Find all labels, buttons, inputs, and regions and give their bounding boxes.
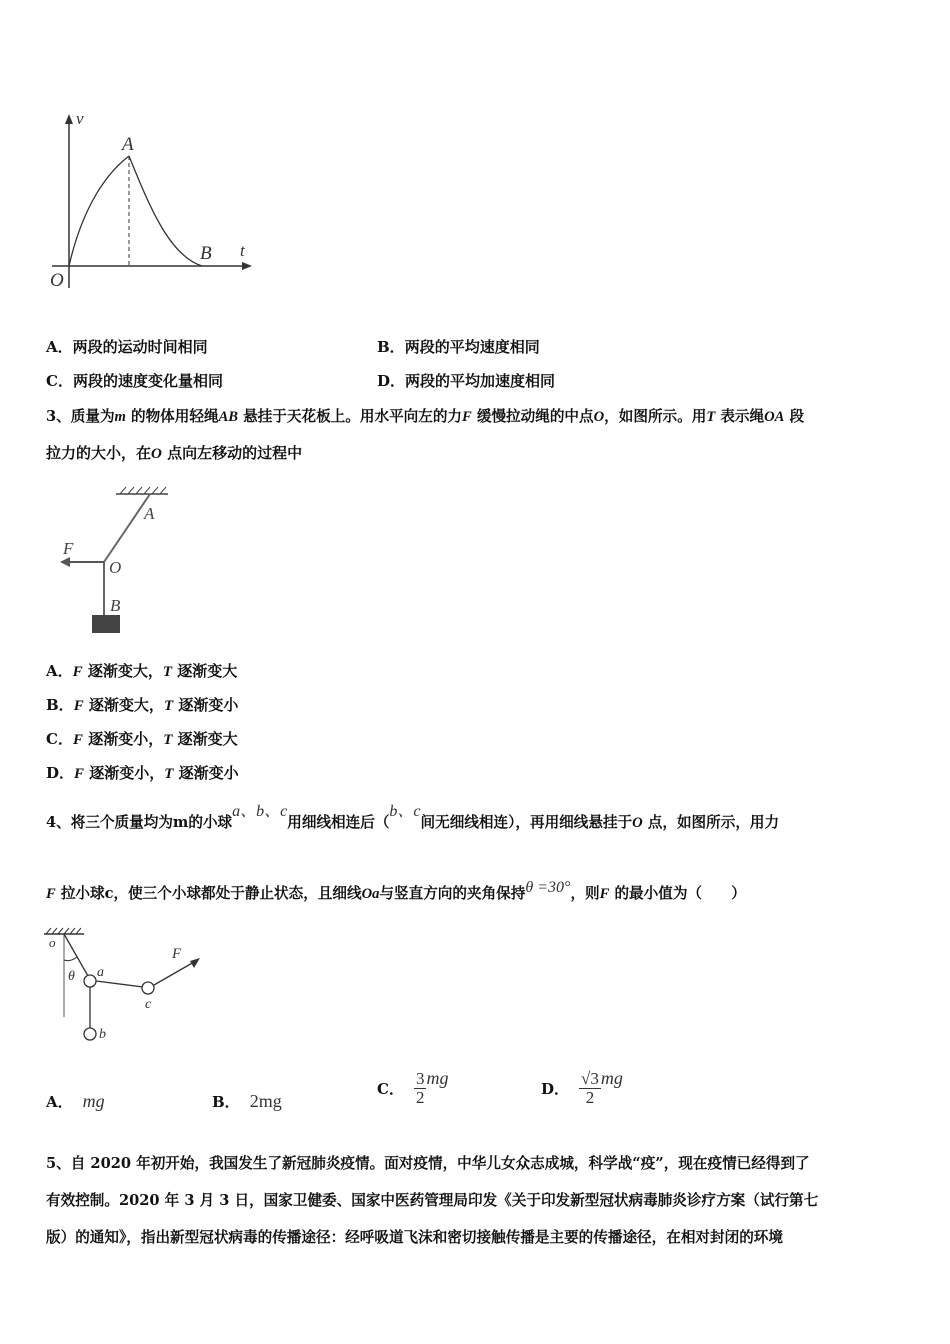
fig-label-f: F	[63, 539, 74, 558]
q3-option-c[interactable]: C．F 逐渐变小，T 逐渐变大	[46, 730, 238, 748]
q5-line2: 有效控制。2020 年 3 月 3 日，国家卫健委、国家中医药管理局印发《关于印发新型冠状病毒肺炎诊疗方案（试行第七	[46, 1192, 819, 1209]
q3-option-b[interactable]: B．F 逐渐变大，T 逐渐变小	[46, 696, 239, 714]
option-letter: B．	[377, 338, 405, 356]
option-letter: C．	[46, 372, 73, 390]
q5-line1: 5、自 2020 年初开始，我国发生了新冠肺炎疫情。面对疫情，中华儿女众志成城，科学战“疫”，现在疫情已经得到了	[46, 1155, 810, 1172]
fig-label-f: F	[172, 946, 182, 962]
origin-label: O	[50, 270, 64, 291]
q4-stem-line2: F 拉小球c，使三个小球都处于静止状态，且细线Oa与竖直方向的夹角保持θ =30°，则F 的最小值为（ ）	[46, 879, 746, 902]
rope-force-figure	[50, 482, 190, 642]
velocity-time-graph	[40, 108, 260, 298]
q3-option-a[interactable]: A．F 逐渐变大，T 逐渐变大	[46, 662, 238, 680]
q3-stem-line2: 拉力的大小，在O 点向左移动的过程中	[46, 444, 303, 462]
fig-label-a: a	[97, 965, 104, 980]
q3-stem-line1: 3、质量为m 的物体用轻绳AB 悬挂于天花板上。用水平向左的力F 缓慢拉动绳的中点O，如图所示。用T 表示绳OA 段	[46, 408, 805, 425]
q4-option-a[interactable]: A． mg	[46, 1091, 105, 1111]
point-a-label: A	[122, 134, 134, 155]
q2-option-b[interactable]	[377, 336, 540, 357]
q2-option-d[interactable]	[377, 370, 555, 391]
fig-label-b: b	[99, 1027, 106, 1042]
fig-label-a: A	[144, 504, 155, 523]
fig-label-o: o	[49, 935, 56, 950]
q4-option-d[interactable]: D． $\frac{√3}{2}$ mg	[541, 1068, 623, 1107]
q3-option-d[interactable]: D．F 逐渐变小，T 逐渐变小	[46, 764, 239, 782]
fig-label-b: B	[110, 596, 121, 615]
option-text: 两段的平均加速度相同	[405, 372, 556, 390]
v-axis-label: v	[76, 109, 84, 128]
option-letter: A．	[46, 338, 73, 356]
fig-label-theta: θ	[68, 969, 75, 984]
option-text: 两段的平均速度相同	[404, 338, 540, 356]
q4-stem-line1: 4、将三个质量均为m的小球a、b、c用细线相连后（b、c间无细线相连），再用细线悬挂于O 点，如图所示，用力	[46, 803, 780, 831]
q5-line3: 版）的通知》，指出新型冠状病毒的传播途径：经呼吸道飞沫和密切接触传播是主要的传播途径，在相对封闭的环境	[46, 1229, 783, 1246]
option-text: 两段的速度变化量相同	[72, 372, 223, 390]
q4-option-b[interactable]: B． 2mg	[212, 1091, 282, 1111]
three-balls-figure	[42, 924, 212, 1049]
q2-option-c[interactable]	[46, 370, 223, 391]
t-axis-label: t	[240, 241, 245, 260]
point-b-label: B	[200, 243, 212, 264]
fig-label-o: O	[109, 558, 122, 577]
q2-option-a[interactable]	[46, 336, 208, 357]
fig-label-c: c	[145, 997, 152, 1012]
option-letter: D．	[377, 372, 406, 390]
option-text: 两段的运动时间相同	[72, 338, 208, 356]
q4-option-c[interactable]: C． $\frac{3}{2}$ mg	[377, 1068, 449, 1107]
